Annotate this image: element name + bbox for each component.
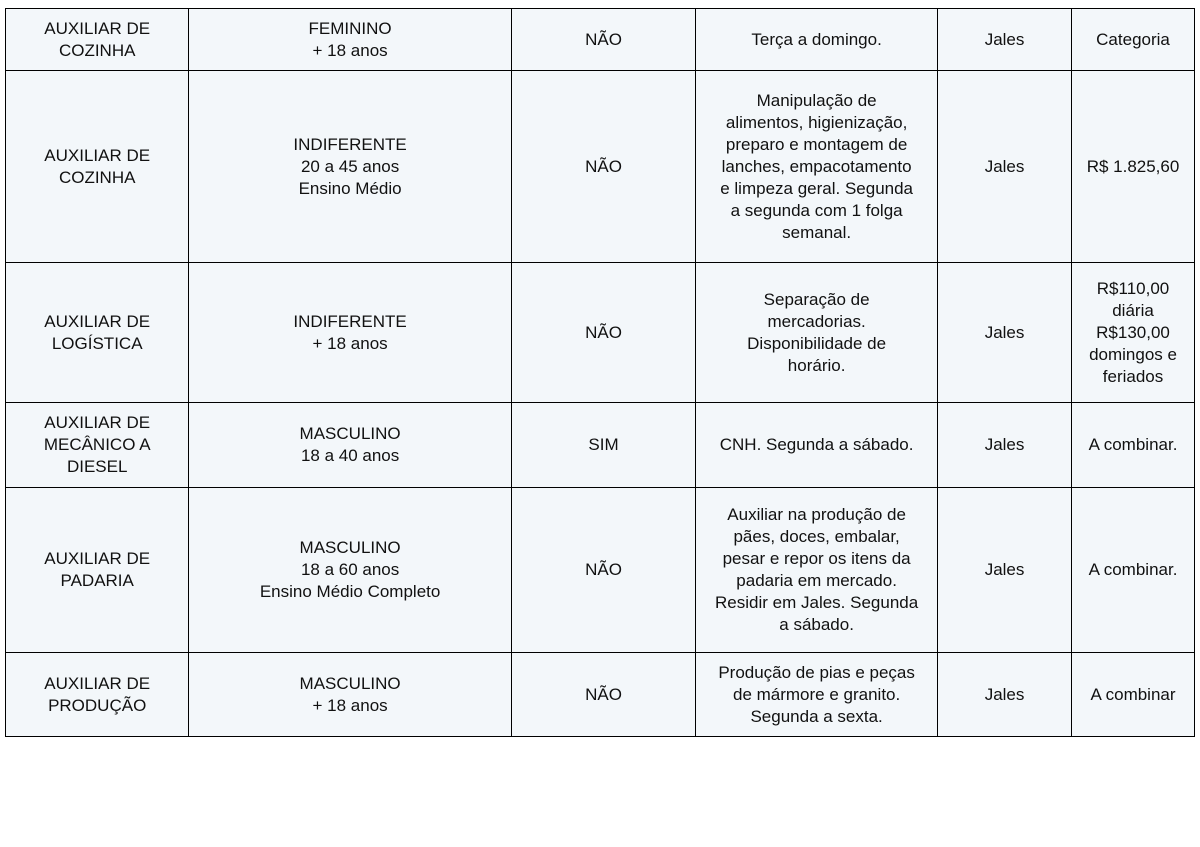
city-cell: Jales [938,263,1072,403]
experience-cell: NÃO [511,653,695,737]
city-cell: Jales [938,71,1072,263]
profile-cell: MASCULINO 18 a 40 anos [189,403,511,488]
salary-cell: Categoria [1072,9,1195,71]
profile-cell: MASCULINO 18 a 60 anos Ensino Médio Completo [189,488,511,653]
profile-cell: INDIFERENTE + 18 anos [189,263,511,403]
job-listings-table [5,8,1195,737]
description-cell: Terça a domingo. [696,9,938,71]
experience-cell: SIM [511,403,695,488]
job-title-cell: AUXILIAR DE PADARIA [6,488,189,653]
table-row [6,263,1195,403]
experience-cell: NÃO [511,263,695,403]
experience-cell: NÃO [511,71,695,263]
description-cell: Separação de mercadorias. Disponibilidade de horário. [696,263,938,403]
salary-cell: R$110,00 diária R$130,00 domingos e feriados [1072,263,1195,403]
salary-cell: A combinar. [1072,403,1195,488]
job-title-cell: AUXILIAR DE COZINHA [6,71,189,263]
profile-cell: MASCULINO + 18 anos [189,653,511,737]
salary-cell: R$ 1.825,60 [1072,71,1195,263]
table-row [6,403,1195,488]
table-row [6,488,1195,653]
job-title-cell: AUXILIAR DE COZINHA [6,9,189,71]
city-cell: Jales [938,9,1072,71]
job-title-cell: AUXILIAR DE LOGÍSTICA [6,263,189,403]
profile-cell: INDIFERENTE 20 a 45 anos Ensino Médio [189,71,511,263]
profile-cell: FEMININO + 18 anos [189,9,511,71]
table-row [6,653,1195,737]
experience-cell: NÃO [511,488,695,653]
table-row [6,71,1195,263]
description-cell: CNH. Segunda a sábado. [696,403,938,488]
city-cell: Jales [938,403,1072,488]
city-cell: Jales [938,653,1072,737]
city-cell: Jales [938,488,1072,653]
job-listings-table-container [5,8,1195,737]
job-title-cell: AUXILIAR DE MECÂNICO A DIESEL [6,403,189,488]
salary-cell: A combinar. [1072,488,1195,653]
salary-cell: A combinar [1072,653,1195,737]
description-cell: Auxiliar na produção de pães, doces, embalar, pesar e repor os itens da padaria em mercado. Residir em Jales. Segunda a sábado. [696,488,938,653]
description-cell: Manipulação de alimentos, higienização, preparo e montagem de lanches, empacotamento e limpeza geral. Segunda a segunda com 1 folga semanal. [696,71,938,263]
job-title-cell: AUXILIAR DE PRODUÇÃO [6,653,189,737]
experience-cell: NÃO [511,9,695,71]
table-row [6,9,1195,71]
description-cell: Produção de pias e peças de mármore e granito. Segunda a sexta. [696,653,938,737]
